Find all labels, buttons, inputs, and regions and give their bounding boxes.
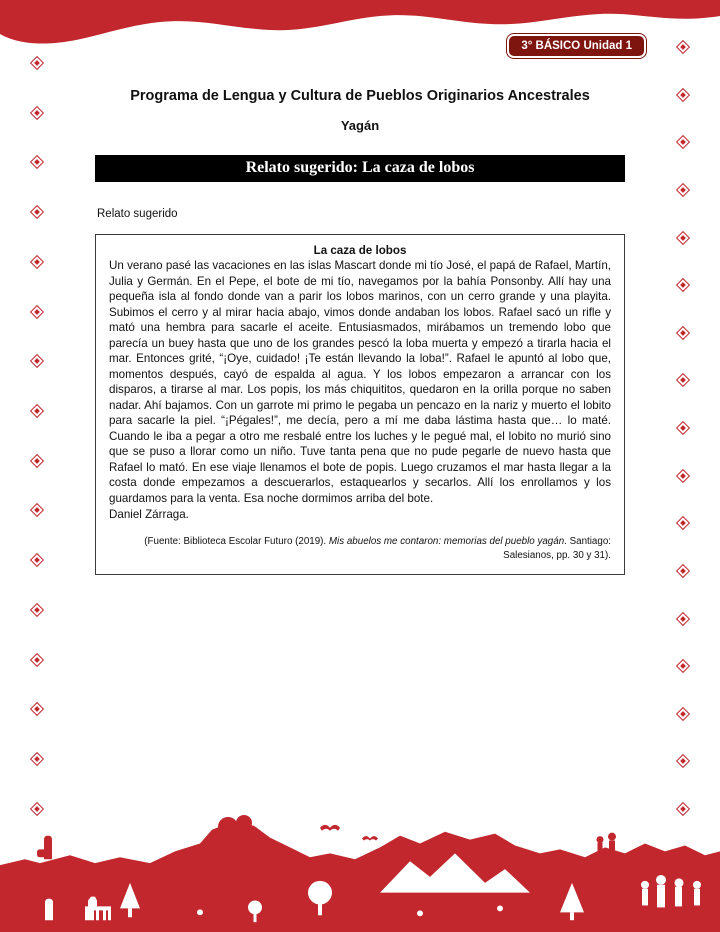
diamond-icon	[676, 183, 690, 197]
diamond-icon	[30, 155, 44, 169]
diamond-icon	[676, 373, 690, 387]
diamond-icon	[30, 305, 44, 319]
diamond-icon	[30, 106, 44, 120]
diamond-icon	[676, 88, 690, 102]
right-diamond-border	[672, 42, 694, 814]
section-title: Relato sugerido: La caza de lobos	[245, 159, 475, 176]
source-suffix: . Santiago: Salesianos, pp. 30 y 31).	[503, 536, 611, 561]
source-prefix: (Fuente: Biblioteca Escolar Futuro (2019).	[144, 536, 329, 548]
footer-illustration	[0, 814, 720, 932]
diamond-icon	[30, 752, 44, 766]
diamond-icon	[30, 653, 44, 667]
diamond-icon	[676, 230, 690, 244]
diamond-icon	[676, 707, 690, 721]
diamond-icon	[30, 702, 44, 716]
diamond-icon	[676, 135, 690, 149]
program-title: Programa de Lengua y Cultura de Pueblos Originarios Ancestrales	[130, 88, 590, 104]
diamond-icon	[30, 454, 44, 468]
diamond-icon	[676, 754, 690, 768]
diamond-icon	[676, 326, 690, 340]
diamond-icon	[30, 503, 44, 517]
unit-badge: 3° BÁSICO Unidad 1	[507, 34, 646, 58]
diamond-icon	[676, 469, 690, 483]
left-diamond-border	[26, 58, 48, 814]
section-label: Relato sugerido	[97, 208, 178, 220]
diamond-icon	[676, 40, 690, 54]
diamond-icon	[676, 611, 690, 625]
diamond-icon	[30, 255, 44, 269]
story-author: Daniel Zárraga.	[109, 507, 189, 521]
diamond-icon	[30, 553, 44, 567]
diamond-icon	[30, 354, 44, 368]
diamond-icon	[30, 404, 44, 418]
story-body: Un verano pasé las vacaciones en las islas Mascart donde mi tío José, el papá de Rafael, Martín, Julia y Germán. En el Pepe, el bote de mi tío, navegamos por la bahía Ponsonby. Allí hay una pequeña isla al fondo donde van a parir los lobos marinos, con un cerro grande y una playita. Subimos el cerro y al mirar hacia abajo, vimos donde andaban los lobos. Rafael sacó un rifle y mató una hembra para sacarle el aceite. Entusiasmados, mirábamos un tremendo lobo que parecía un buey hasta que uno de los grandes pescó la loba muerta y empezó a tirarla hacia el mar. Entonces grité, “¡Oye, cuidado! ¡Te están llevando la loba!”. Rafael le apuntó al lobo que, momentos después, cayó de espalda al agua. Y los lobos empezaron a arrancar con los disparos, a tirarse al mar. Los popis, los más chiquititos, quedaron en la orilla porque no saben nadar. Ahí bajamos. Con un garrote mi primo le pegaba un pencazo en la nariz y muerto el lobito para sacarle la piel. “¡Pégales!”, me decía, pero a mí me daba lástima hasta que… lo maté. Cuando le iba a pegar a otro me resbalé entre los luches y le pegué mal, el lobito no murió sino que se puso a llorar como un niño. Tuve tanta pena que no pude pegarle de nuevo hasta que Rafael lo mató. En ese viaje llenamos el bote de popis. Luego cruzamos el mar hasta llegar a la costa donde empezamos a descuerarlos, estaquearlos y secarlos. Allí los enrollamos y los guardamos para la venta. Esa noche dormimos arriba del bote.	[109, 259, 611, 505]
source-book-title: Mis abuelos me contaron: memorias del pueblo yagán	[328, 536, 565, 548]
content-area	[95, 88, 625, 575]
language-title: Yagán	[340, 118, 380, 133]
diamond-icon	[676, 278, 690, 292]
story-box	[95, 234, 625, 575]
diamond-icon	[30, 205, 44, 219]
diamond-icon	[30, 56, 44, 70]
story-source	[109, 535, 611, 562]
diamond-icon	[676, 516, 690, 530]
diamond-icon	[676, 421, 690, 435]
section-title-bar	[95, 155, 625, 182]
diamond-icon	[30, 603, 44, 617]
diamond-icon	[676, 659, 690, 673]
diamond-icon	[676, 564, 690, 578]
story-title: La caza de lobos	[313, 244, 407, 257]
